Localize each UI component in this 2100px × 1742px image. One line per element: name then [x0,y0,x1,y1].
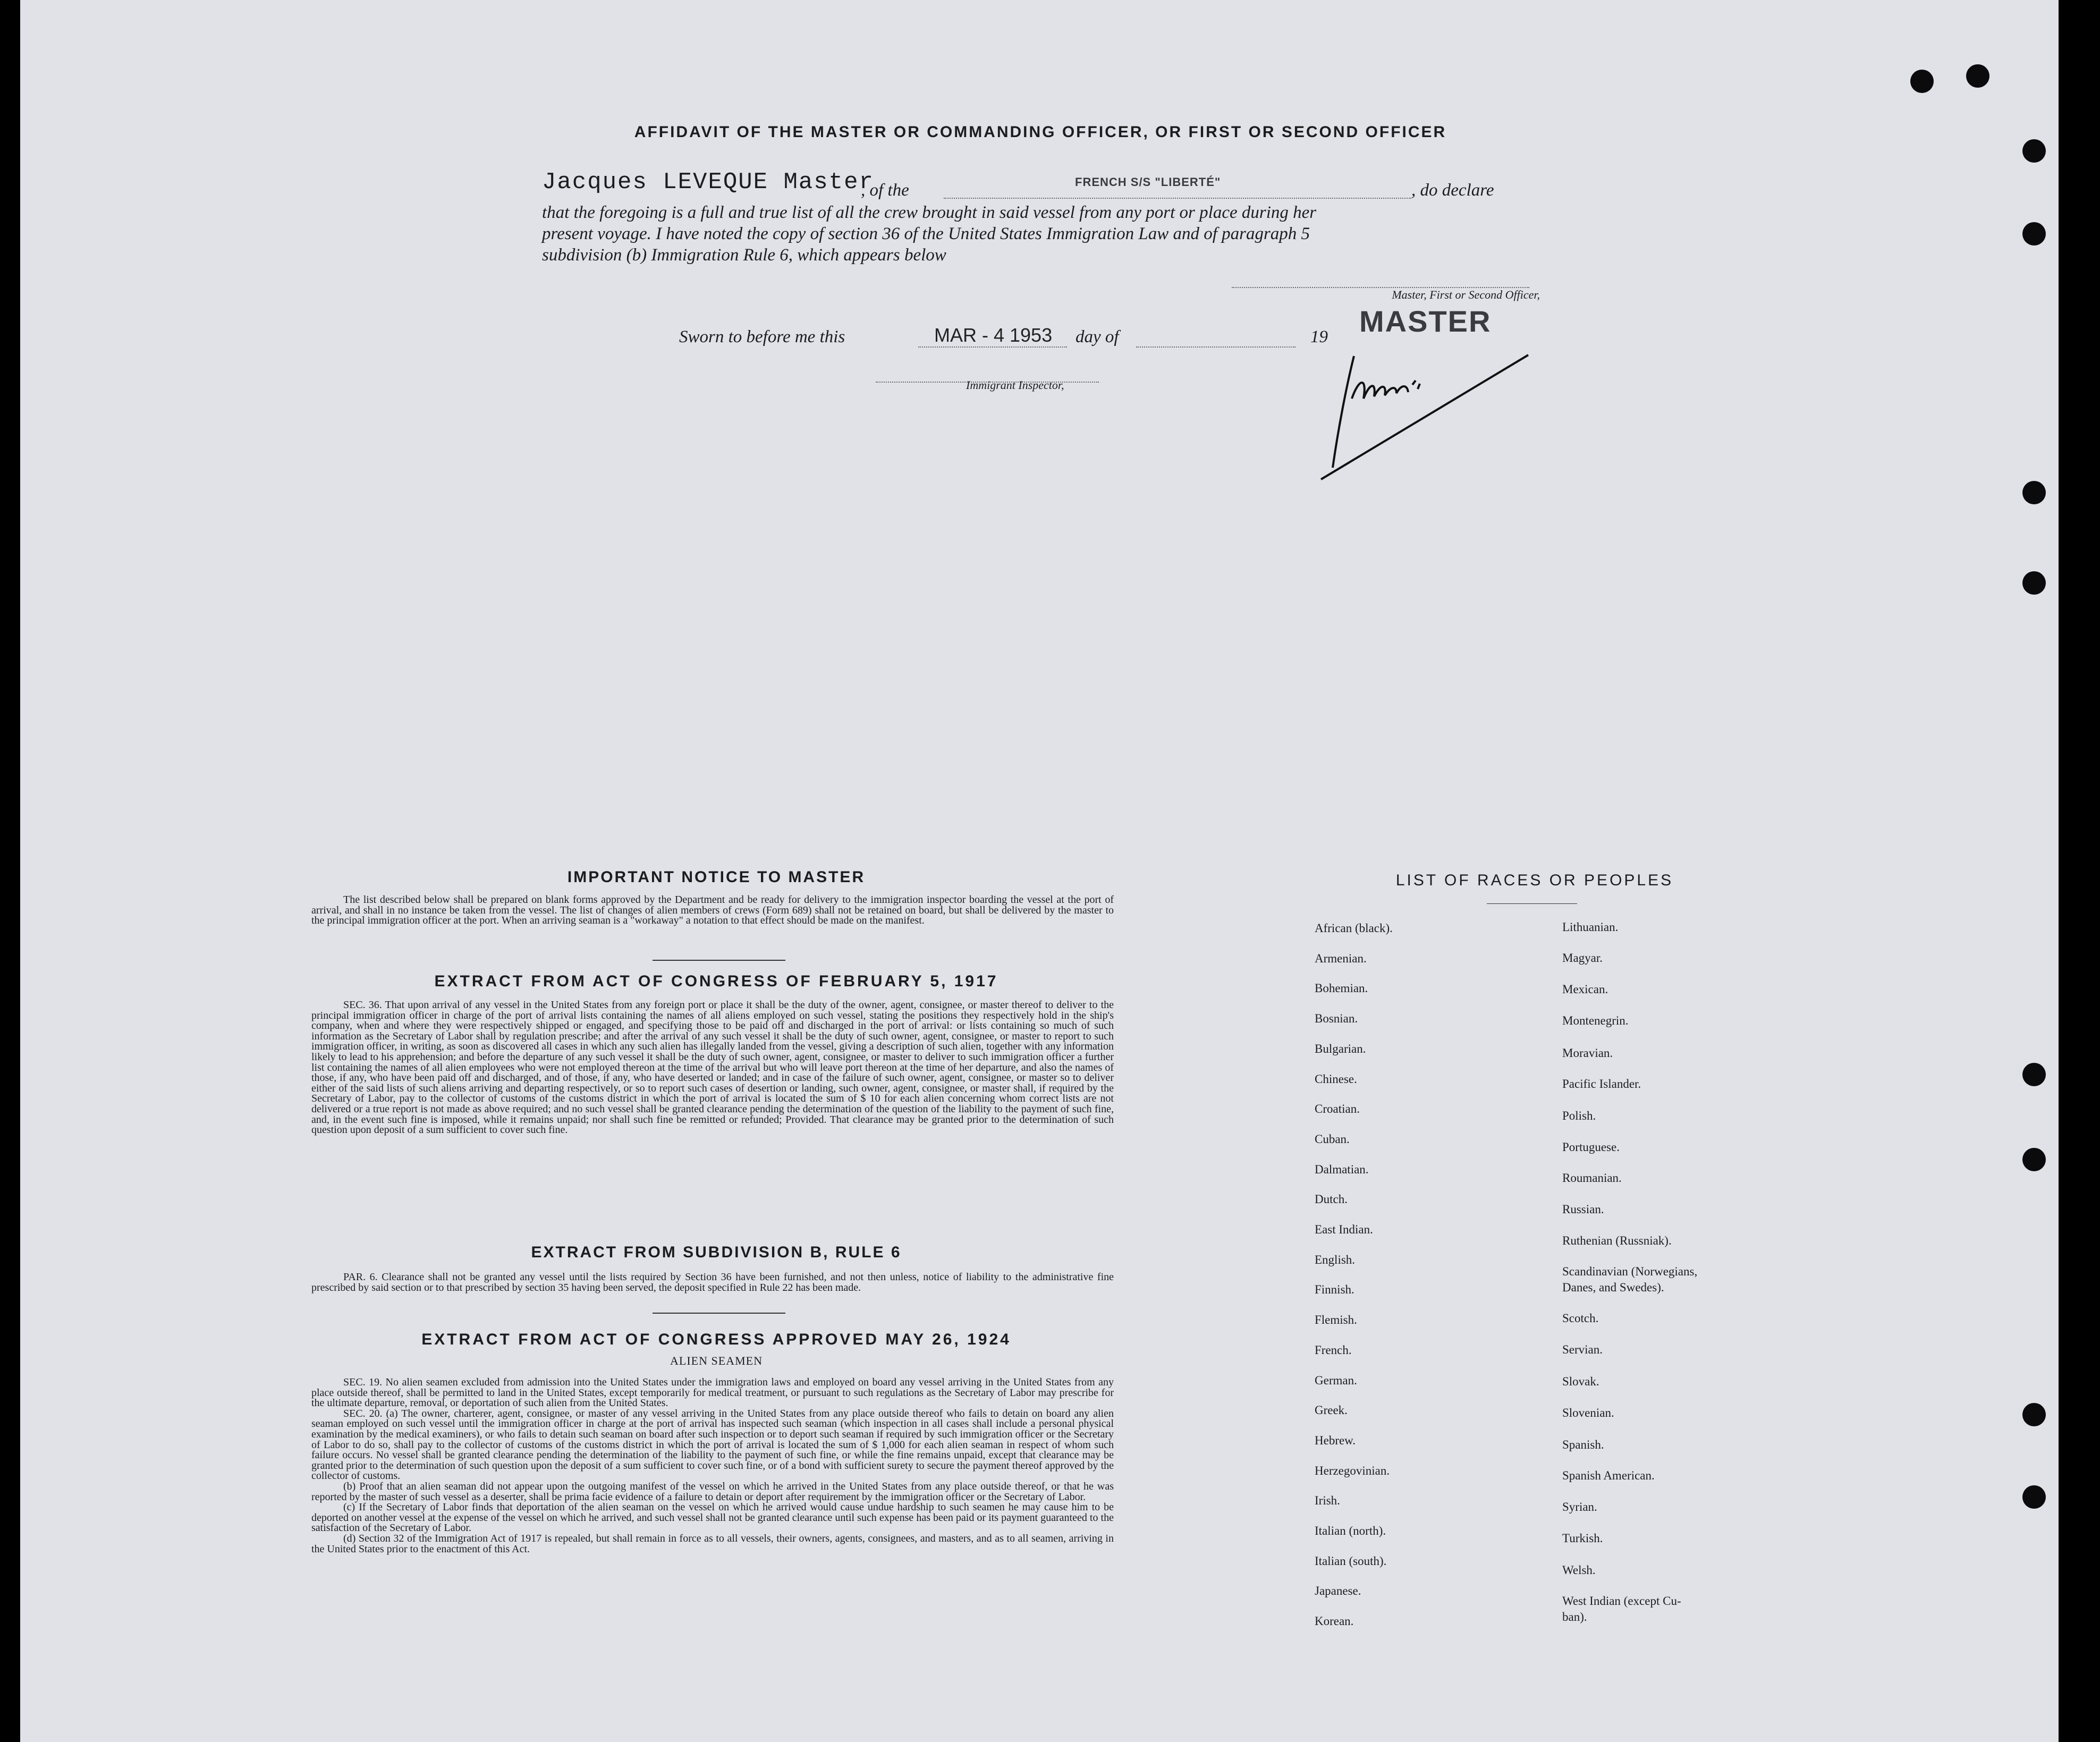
declaration-line-2: present voyage. I have noted the copy of section 36 of the United States Immigration Law and of paragraph 5 [542,224,1310,243]
divider [1487,903,1577,904]
sworn-date-stamp: MAR - 4 1953 [934,324,1053,346]
race-item: Mexican. [1562,983,1608,996]
master-signature [1317,340,1540,494]
race-item: Spanish American. [1562,1469,1655,1482]
punch-hole [2022,571,2046,595]
race-item: Slovak. [1562,1375,1599,1388]
punch-hole [2022,1403,2046,1426]
race-item: Flemish. [1315,1313,1357,1327]
extract-rule6-paragraph: PAR. 6. Clearance shall not be granted any vessel until the lists required by Section 36 have been furnished, and not then unless, notice of liability to the administrative fine prescribed by said section or to that prescribed by section 35 having been served, the deposit specified in Rule 22 has been made. [311,1271,1114,1293]
punch-hole [1910,70,1934,93]
vessel-fill-line [944,198,1411,199]
race-item: Servian. [1562,1343,1603,1356]
race-item: West Indian (except Cu- ban). [1562,1594,1681,1623]
race-item: Greek. [1315,1403,1348,1417]
divider [653,1313,785,1314]
divider [653,960,785,961]
race-item: Scandinavian (Norwegians, Danes, and Swedes). [1562,1265,1698,1294]
punch-hole [2022,481,2046,504]
race-item: Cuban. [1315,1132,1350,1146]
extract-1917-paragraph: SEC. 36. That upon arrival of any vessel in the United States from any foreign port or place it shall be the duty of the owner, agent, consignee, or master thereof to deliver to the principal immigration officer in charge of the port of arrival lists containing the names of all aliens employed on such vessel, stating the positions they respectively hold in the ship's company, when and where they were respectively shipped or engaged, and specifying those to be paid off and discharged in the port of arrival: or lists containing so much of such information as the Secretary of Labor shall by regulation prescribe; and after the arrival of any such vessel it shall be the duty of such owner, agent, consignee, or master to report to such immigration officer, in writing, as soon as discovered all cases in which any such alien has illegally landed from the vessel, giving a description of such alien, together with any information likely to lead to his apprehension; and before the departure of any such vessel it shall be the duty of such owner, agent, consignee, or master to deliver to such immigration officer a further list containing the names of all alien employees who were not employed thereon at the time of the arrival but who will leave port thereon at the time of her departure, and also the names of those, if any, who have been paid off and discharged, and of those, if any, who have deserted or landed; and in case of the failure of such owner, agent, consignee, or master so to deliver either of the said lists of such aliens arriving and departing respectively, or so to report such cases of desertion or landing, such owner, agent, consignee, or master shall, if required by the Secretary of Labor, pay to the collector of customs of the customs district in which the port of arrival is located the sum of $ 10 for each alien concerning whom correct lists are not delivered or a true report is not made as above required; and no such vessel shall be granted clearance pending the determination of the question of the liability to the payment of such fine, and, in the event such fine is imposed, while it remains unpaid; nor shall such fine be remitted or refunded; Provided. That clearance may be granted prior to the determination of such question upon deposit of a sum sufficient to cover such fine. [311,999,1114,1136]
sworn-label: Sworn to before me this [679,327,845,346]
extract-rule6-heading: EXTRACT FROM SUBDIVISION B, RULE 6 [531,1244,902,1261]
month-fill-line [1136,346,1295,348]
race-item: Ruthenian (Russniak). [1562,1234,1672,1247]
officer-caption: Master, First or Second Officer, [1392,288,1540,301]
race-item: Chinese. [1315,1072,1357,1086]
extract-1924-heading: EXTRACT FROM ACT OF CONGRESS APPROVED MAY 26, 1924 [421,1331,1011,1348]
punch-hole [2022,1063,2046,1086]
race-item: German. [1315,1373,1357,1387]
affidavit-title: AFFIDAVIT OF THE MASTER OR COMMANDING OFFICER, OR FIRST OR SECOND OFFICER [634,123,1447,141]
race-item: Lithuanian. [1562,920,1619,934]
races-heading: LIST OF RACES OR PEOPLES [1395,872,1674,889]
race-item: Russian. [1562,1203,1604,1216]
race-item: Bosnian. [1315,1012,1358,1026]
race-item: Bulgarian. [1315,1042,1366,1055]
of-the-label: , of the [861,181,909,200]
race-item: Armenian. [1315,951,1367,965]
race-item: Slovenian. [1562,1406,1614,1419]
year-label: 19 [1310,327,1328,346]
race-item: Spanish. [1562,1438,1604,1451]
race-item: Herzegovinian. [1315,1464,1390,1477]
race-item: Montenegrin. [1562,1014,1629,1027]
punch-hole [2022,139,2046,163]
race-item: Moravian. [1562,1046,1613,1060]
race-item: Polish. [1562,1109,1596,1122]
extract-1917-heading: EXTRACT FROM ACT OF CONGRESS OF FEBRUARY 5, 1917 [434,973,998,990]
punch-hole [2022,1148,2046,1171]
vessel-name-stamp: FRENCH S/S "LIBERTÉ" [1075,175,1221,189]
declaration-line-3: subdivision (b) Immigration Rule 6, which appears below [542,246,946,265]
race-item: Finnish. [1315,1283,1354,1297]
do-declare-label: , do declare [1411,181,1494,200]
race-item: Pacific Islander. [1562,1077,1641,1090]
race-item: English. [1315,1253,1356,1266]
master-name-typed: Jacques LEVEQUE Master [542,169,874,196]
race-item: East Indian. [1315,1223,1373,1236]
race-item: Hebrew. [1315,1433,1356,1447]
race-item: African (black). [1315,921,1393,935]
extract-1924-body: SEC. 19. No alien seamen excluded from admission into the United States under the immigration laws and employed on board any vessel arriving in the United States from any place outside thereof, shall be permitted to land in the United States, except temporarily for medical treatment, or pursuant to such regulations as the Secretary of Labor may prescribe for the ultimate departure, removal, or deportation of such alien from the United States. SEC. 20. (a) The owner, charterer, agent, consignee, or master of any vessel arriving in the United States from any place outside thereof who fails to detain on board any alien seaman employed on such vessel until the immigration officer in charge at the port of arrival has inspected such seaman (which inspection in all cases shall include a personal physical examination by the medical examiners), or who fails to detain such seaman on board after such inspection or to deport such seaman if required by such immigration officer or the Secretary of Labor to do so, shall pay to the collector of customs of the customs district in which the port of arrival is located the sum of $ 1,000 for each alien seaman in respect of whom such failure occurs. No vessel shall be granted clearance pending the determination of the liability to the payment of such fine, or while the fine remains unpaid, except that clearance may be granted prior to the determination of such question upon the deposit of a sum sufficient to cover such fine, or of a bond with sufficient surety to secure the payment thereof approved by the collector of customs. (b) Proof that an alien seaman did not appear upon the outgoing manifest of the vessel on which he arrived in the United States from any place outside thereof, or that he was reported by the master of such vessel as a deserter, shall be prima facie evidence of a failure to detain or deport after requirement by the immigration officer or the Secretary of Labor. (c) If the Secretary of Labor finds that deportation of the alien seaman on the vessel on which he arrived would cause undue hardship to such seamen he may cause him to be deported on another vessel at the expense of the vessel on which he arrived, and such vessel shall not be granted clearance until such expense has been paid or its payment guaranteed to the satisfaction of the Secretary of Labor. (d) Section 32 of the Immigration Act of 1917 is repealed, but shall remain in force as to all vessels, their owners, agents, consignees, and masters, and as to all seamen, arriving in the United States prior to the enactment of this Act. [311,1376,1114,1555]
notice-paragraph: The list described below shall be prepared on blank forms approved by the Department and be ready for delivery to the immigration inspector boarding the vessel at the port of arrival, and shall in no instance be taken from the vessel. The list of changes of alien members of crews (Form 689) shall not be retained on board, but shall be delivered by the master to the principal immigration officer at the port. When an arriving seaman is a "workaway" a notation to that effect should be made on the manifest. [311,894,1114,927]
day-of-label: day of [1076,327,1119,346]
race-item: Scotch. [1562,1312,1599,1325]
race-item: Korean. [1315,1614,1354,1628]
race-item: Bohemian. [1315,982,1368,995]
document-page [20,0,2059,1742]
race-item: Irish. [1315,1494,1340,1508]
race-item: Japanese. [1315,1584,1361,1598]
declaration-line-1: that the foregoing is a full and true list of all the crew brought in said vessel from any port or place during her [542,203,1317,222]
race-item: Welsh. [1562,1563,1596,1577]
race-item: Italian (south). [1315,1554,1387,1568]
race-item: Dalmatian. [1315,1162,1369,1176]
race-item: Portuguese. [1562,1140,1620,1154]
race-item: Dutch. [1315,1193,1348,1206]
punch-hole [1966,64,1989,88]
race-item: French. [1315,1343,1352,1357]
alien-seamen-subheading: ALIEN SEAMEN [670,1354,763,1367]
notice-heading: IMPORTANT NOTICE TO MASTER [567,868,866,886]
punch-hole [2022,222,2046,246]
inspector-caption: Immigrant Inspector, [966,378,1064,392]
punch-hole [2022,1485,2046,1509]
race-item: Roumanian. [1562,1171,1622,1185]
race-item: Croatian. [1315,1102,1360,1116]
date-fill-line [918,346,1067,348]
master-stamp: MASTER [1359,305,1492,338]
race-item: Magyar. [1562,951,1603,965]
race-item: Turkish. [1562,1532,1603,1545]
race-item: Syrian. [1562,1500,1597,1513]
race-item: Italian (north). [1315,1524,1386,1537]
